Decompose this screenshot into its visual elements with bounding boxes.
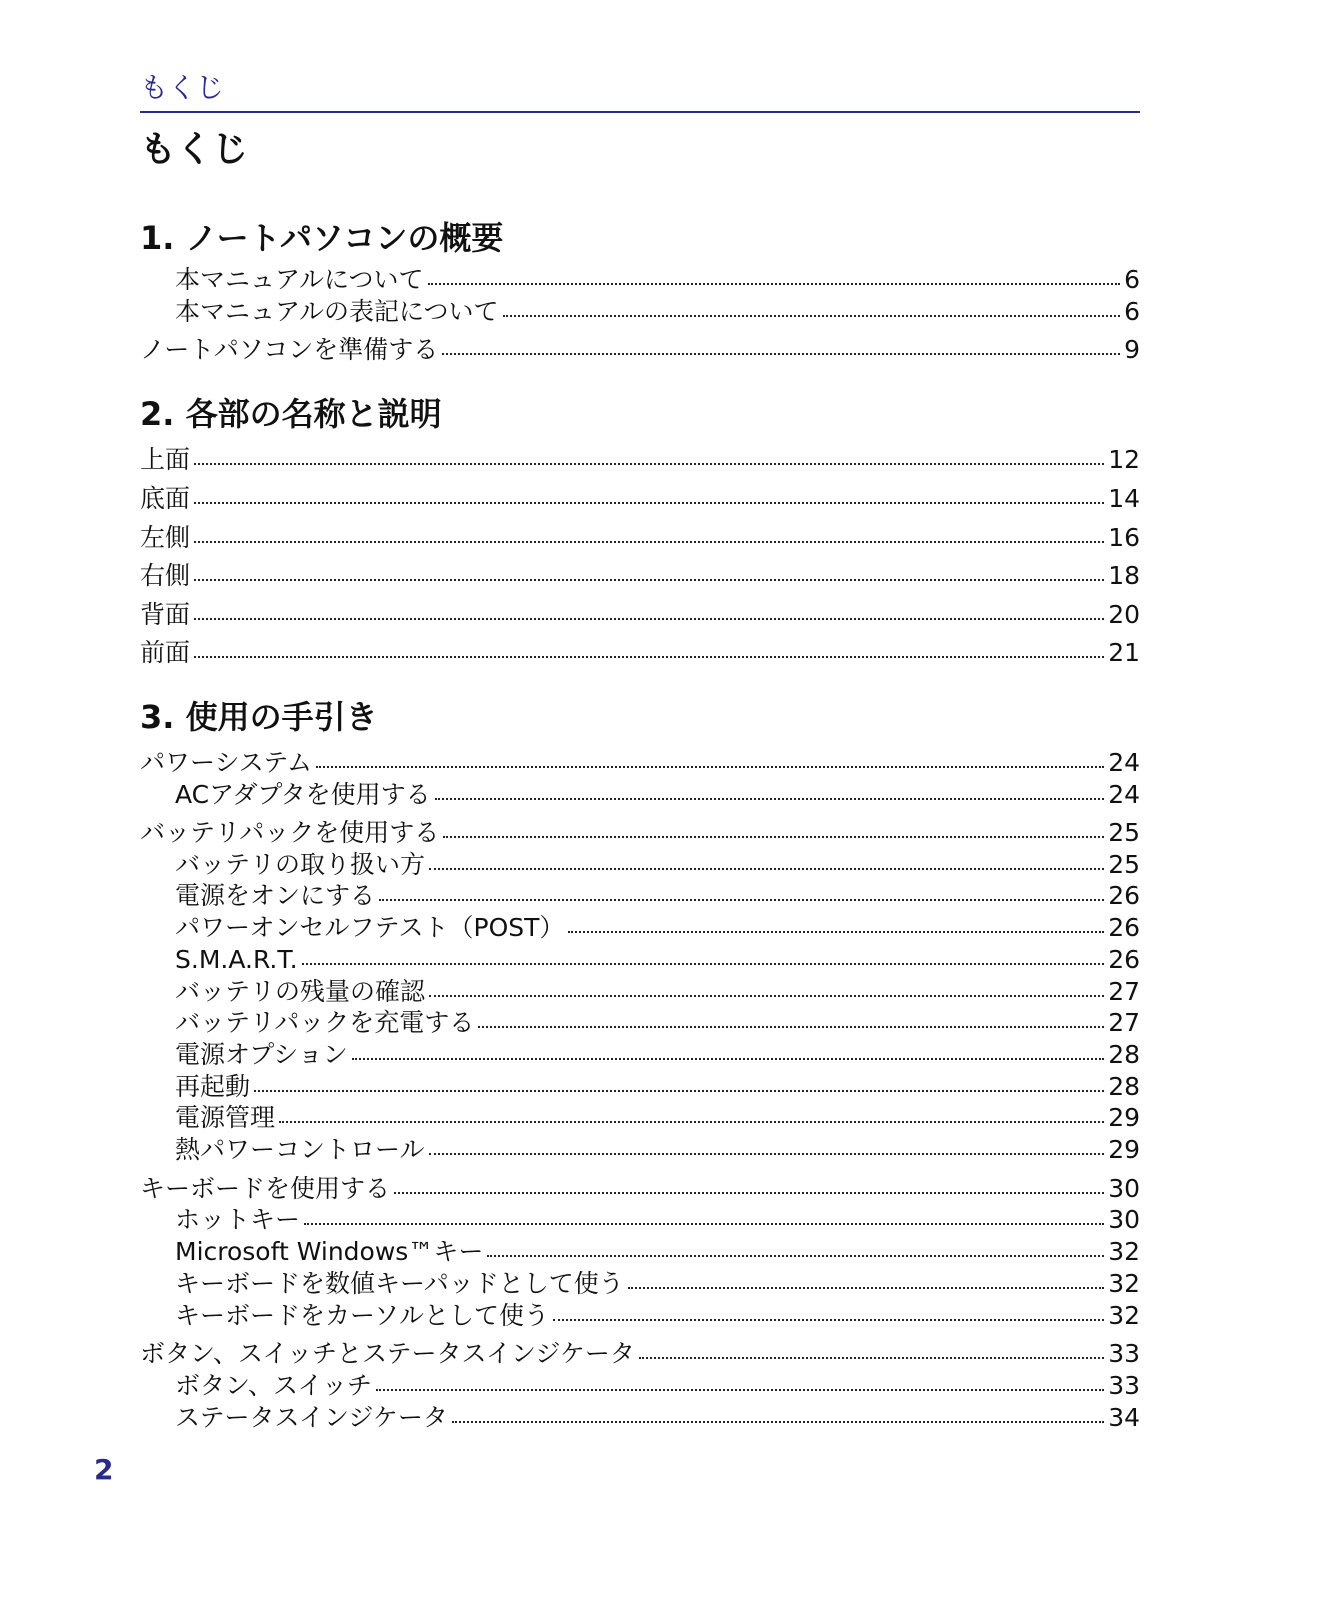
dot-leader [429, 868, 1104, 870]
toc-entry-page: 29 [1108, 1135, 1140, 1164]
toc-entry[interactable] [175, 299, 1140, 329]
toc-entry-label: パワーオンセルフテスト（POST） [175, 913, 565, 942]
toc-entry-label: ボタン、スイッチ [175, 1371, 373, 1400]
page-title: もくじ [140, 129, 249, 170]
toc-entry[interactable] [175, 915, 1140, 945]
toc-entry-label: 背面 [140, 600, 191, 629]
toc-entry[interactable] [175, 1405, 1140, 1435]
toc-entry-page: 16 [1108, 523, 1140, 552]
toc-entry[interactable] [175, 1239, 1140, 1269]
toc-entry-label: 本マニュアルについて [175, 265, 424, 294]
section-heading-2: 2. 各部の名称と説明 [140, 395, 442, 433]
toc-entry-page: 29 [1108, 1103, 1140, 1132]
toc-entry-page: 34 [1108, 1403, 1140, 1432]
toc-entry-label: バッテリパックを充電する [175, 1008, 475, 1037]
toc-entry-page: 27 [1108, 1008, 1140, 1037]
toc-entry[interactable] [175, 782, 1140, 812]
toc-entry[interactable] [175, 1074, 1140, 1104]
toc-entry-label: 右側 [140, 561, 191, 590]
dot-leader [639, 1357, 1104, 1359]
dot-leader [376, 1389, 1104, 1391]
toc-entry[interactable] [175, 1303, 1140, 1333]
dot-leader [503, 315, 1121, 317]
toc-entry-page: 21 [1108, 638, 1140, 667]
toc-entry[interactable] [140, 337, 1140, 367]
toc-entry-label: キーボードをカーソルとして使う [175, 1301, 550, 1330]
toc-entry-page: 18 [1108, 561, 1140, 590]
dot-leader [429, 1153, 1105, 1155]
toc-entry[interactable] [140, 486, 1140, 516]
toc-entry-page: 9 [1124, 335, 1140, 364]
toc-entry[interactable] [140, 820, 1140, 850]
toc-entry-page: 24 [1108, 780, 1140, 809]
toc-entry-label: ボタン、スイッチとステータスインジケータ [140, 1339, 635, 1368]
dot-leader [316, 766, 1104, 768]
toc-entry-page: 32 [1108, 1237, 1140, 1266]
toc-entry-label: キーボードを使用する [140, 1174, 391, 1203]
toc-entry-page: 33 [1108, 1339, 1140, 1368]
toc-entry-label: バッテリの残量の確認 [175, 977, 426, 1006]
toc-entry-label: S.M.A.R.T. [175, 945, 298, 974]
toc-entry-page: 32 [1108, 1301, 1140, 1330]
dot-leader [442, 353, 1120, 355]
toc-entry-label: 底面 [140, 484, 191, 513]
toc-entry-label: 熱パワーコントロール [175, 1135, 425, 1164]
toc-entry-label: ホットキー [175, 1205, 301, 1234]
toc-entry-label: 再起動 [175, 1072, 251, 1101]
dot-leader [428, 283, 1121, 285]
toc-entry[interactable] [175, 1207, 1140, 1237]
toc-entry-label: 電源管理 [175, 1103, 276, 1132]
toc-entry[interactable] [140, 750, 1140, 780]
dot-leader [435, 798, 1105, 800]
toc-entry[interactable] [175, 1373, 1140, 1403]
toc-entry-label: バッテリの取り扱い方 [175, 850, 426, 879]
toc-entry-label: 上面 [140, 445, 191, 474]
running-header: もくじ [140, 71, 225, 104]
dot-leader [553, 1319, 1104, 1321]
toc-entry-label: ステータスインジケータ [175, 1403, 448, 1432]
dot-leader [194, 656, 1104, 658]
toc-entry[interactable] [140, 447, 1140, 477]
dot-leader [352, 1058, 1104, 1060]
toc-entry-page: 30 [1108, 1205, 1140, 1234]
toc-entry-label: バッテリパックを使用する [140, 818, 440, 847]
dot-leader [568, 931, 1104, 933]
toc-entry[interactable] [175, 1042, 1140, 1072]
toc-entry-page: 24 [1108, 748, 1140, 777]
page-number: 2 [94, 1453, 114, 1486]
toc-entry[interactable] [175, 1010, 1140, 1040]
toc-entry-page: 25 [1108, 818, 1140, 847]
toc-entry-page: 28 [1108, 1072, 1140, 1101]
dot-leader [379, 899, 1104, 901]
toc-entry-page: 26 [1108, 945, 1140, 974]
toc-entry-page: 27 [1108, 977, 1140, 1006]
toc-entry-page: 25 [1108, 850, 1140, 879]
section-heading-1: 1. ノートパソコンの概要 [140, 219, 504, 257]
toc-entry-label: 電源をオンにする [175, 881, 376, 910]
toc-entry-page: 26 [1108, 913, 1140, 942]
dot-leader [429, 995, 1104, 997]
toc-entry[interactable] [175, 852, 1140, 882]
toc-entry[interactable] [175, 267, 1140, 297]
toc-entry[interactable] [175, 947, 1140, 977]
toc-entry-label: 前面 [140, 638, 191, 667]
dot-leader [394, 1192, 1104, 1194]
toc-entry-label: ノートパソコンを準備する [140, 335, 439, 364]
dot-leader [194, 502, 1104, 504]
toc-entry-page: 12 [1108, 445, 1140, 474]
toc-entry-label: ACアダプタを使用する [175, 780, 431, 809]
toc-entry[interactable] [175, 1271, 1140, 1301]
toc-entry-label: キーボードを数値キーパッドとして使う [175, 1269, 624, 1298]
dot-leader [302, 963, 1105, 965]
dot-leader [279, 1121, 1104, 1123]
toc-entry[interactable] [140, 1176, 1140, 1206]
header-rule [140, 111, 1140, 113]
toc-entry[interactable] [175, 883, 1140, 913]
toc-entry-page: 30 [1108, 1174, 1140, 1203]
dot-leader [478, 1026, 1104, 1028]
dot-leader [628, 1287, 1104, 1289]
toc-entry[interactable] [175, 1137, 1140, 1167]
toc-entry[interactable] [140, 602, 1140, 632]
dot-leader [443, 836, 1104, 838]
toc-entry-page: 6 [1124, 265, 1140, 294]
toc-entry[interactable] [140, 525, 1140, 555]
toc-entry[interactable] [175, 1105, 1140, 1135]
toc-entry-label: Microsoft Windows™キー [175, 1237, 484, 1266]
toc-entry-page: 26 [1108, 881, 1140, 910]
toc-entry-page: 20 [1108, 600, 1140, 629]
dot-leader [194, 463, 1104, 465]
toc-entry[interactable] [140, 563, 1140, 593]
toc-entry[interactable] [140, 640, 1140, 670]
dot-leader [194, 579, 1104, 581]
toc-entry-label: 本マニュアルの表記について [175, 297, 499, 326]
dot-leader [254, 1090, 1104, 1092]
toc-entry-page: 28 [1108, 1040, 1140, 1069]
toc-entry-page: 32 [1108, 1269, 1140, 1298]
dot-leader [452, 1421, 1104, 1423]
toc-entry-page: 33 [1108, 1371, 1140, 1400]
toc-entry-page: 6 [1124, 297, 1140, 326]
dot-leader [487, 1255, 1104, 1257]
toc-entry[interactable] [175, 979, 1140, 1009]
toc-entry-label: 左側 [140, 523, 191, 552]
section-heading-3: 3. 使用の手引き [140, 698, 378, 736]
toc-entry[interactable] [140, 1341, 1140, 1371]
toc-entry-label: 電源オプション [175, 1040, 348, 1069]
dot-leader [194, 541, 1104, 543]
toc-entry-page: 14 [1108, 484, 1140, 513]
toc-entry-label: パワーシステム [140, 748, 313, 777]
dot-leader [304, 1223, 1104, 1225]
dot-leader [194, 618, 1104, 620]
